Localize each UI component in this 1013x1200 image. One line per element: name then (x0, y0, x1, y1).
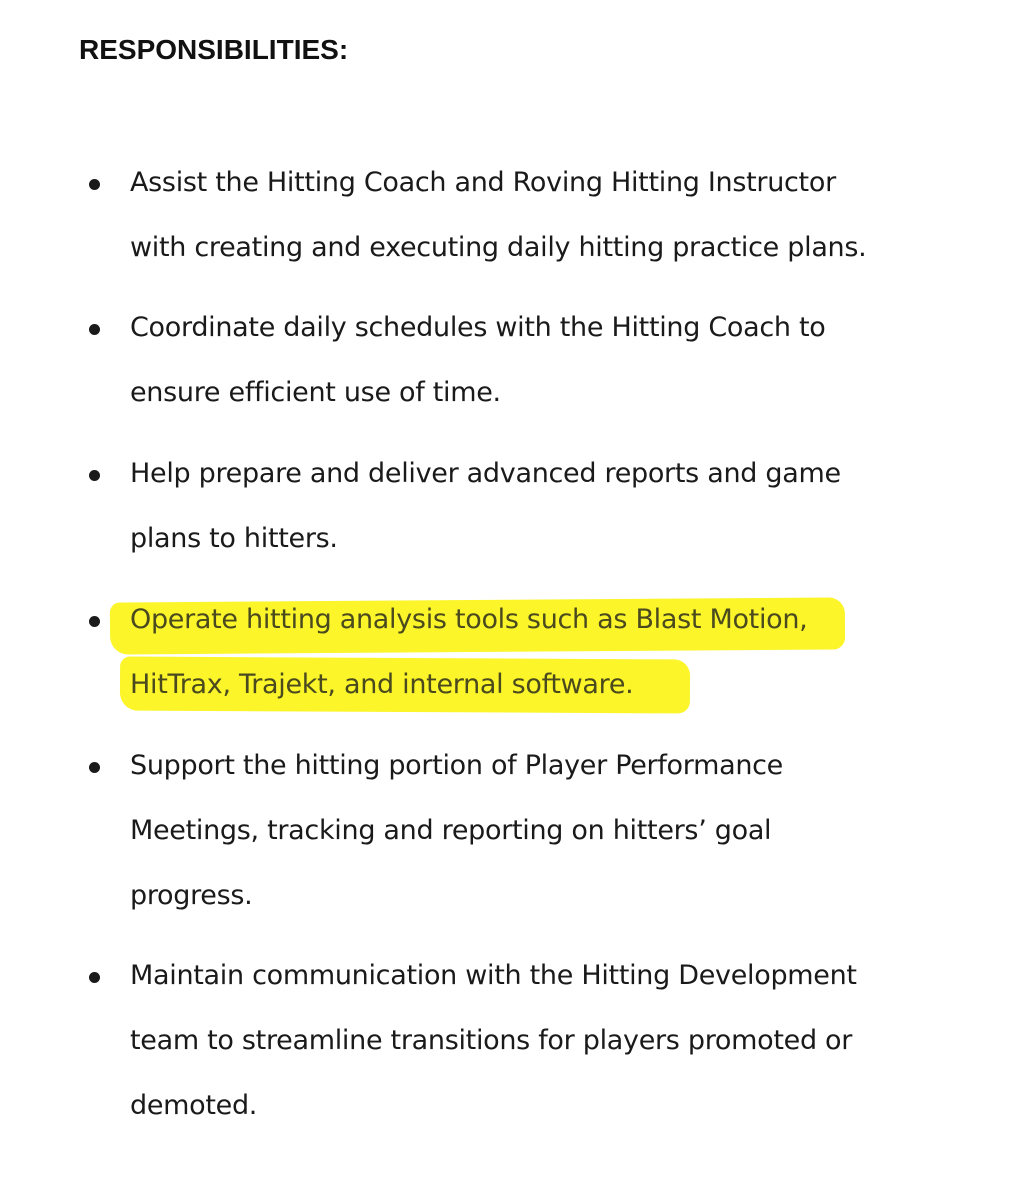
list-item-line: demoted. (130, 1090, 258, 1121)
bullet-icon (89, 616, 100, 627)
list-item-line: ensure efficient use of time. (130, 377, 501, 408)
list-item-line: progress. (130, 880, 253, 911)
section-heading: RESPONSIBILITIES: (79, 34, 349, 65)
list-item-line: team to streamline transitions for players promoted or (130, 1025, 853, 1056)
list-item-line: Coordinate daily schedules with the Hitting Coach to (130, 312, 826, 343)
list-item-line: Support the hitting portion of Player Performance (130, 750, 783, 781)
list-item-line: Help prepare and deliver advanced reports and game (130, 458, 841, 489)
list-item-line: Meetings, tracking and reporting on hitters’ goal (130, 815, 772, 846)
bullet-icon (89, 179, 100, 190)
bullet-icon (89, 324, 100, 335)
list-item-line: plans to hitters. (130, 523, 338, 554)
bullet-icon (89, 762, 100, 773)
list-item-line: Maintain communication with the Hitting Development (130, 960, 857, 991)
list-item-line: HitTrax, Trajekt, and internal software. (130, 669, 634, 700)
list-item-line: Assist the Hitting Coach and Roving Hitting Instructor (130, 167, 836, 198)
list-item-line: Operate hitting analysis tools such as Blast Motion, (130, 604, 808, 635)
bullet-icon (89, 972, 100, 983)
list-item-line: with creating and executing daily hitting practice plans. (130, 232, 867, 263)
bullet-icon (89, 470, 100, 481)
